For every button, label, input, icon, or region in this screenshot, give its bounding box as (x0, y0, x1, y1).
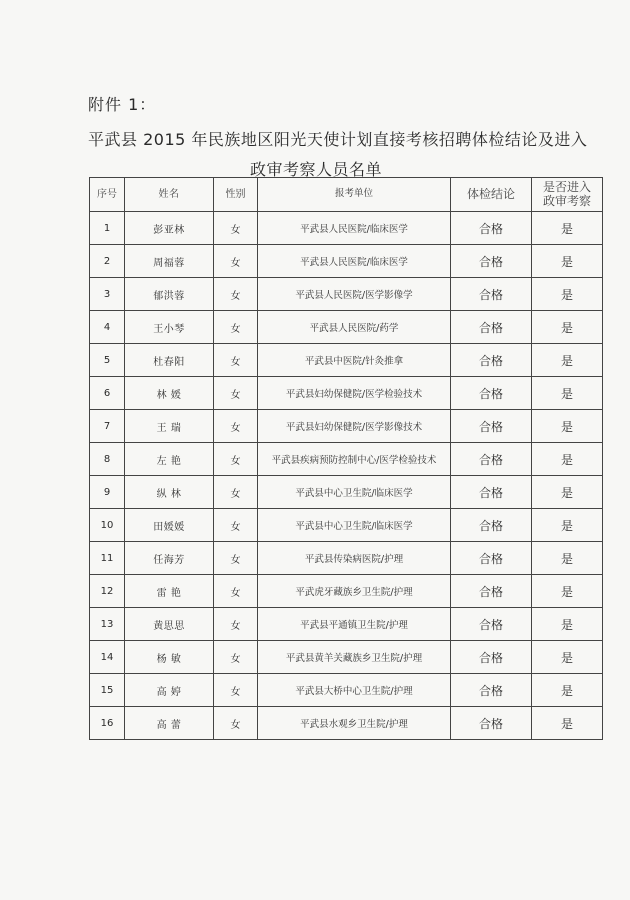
header-advance (532, 178, 603, 212)
cell-unit: 平武县水观乡卫生院/护理 (258, 707, 451, 740)
document-title-line1: 平武县 2015 年民族地区阳光天使计划直接考核招聘体检结论及进入 (88, 130, 588, 149)
cell-advance: 是 (532, 245, 603, 278)
cell-unit: 平武县中心卫生院/临床医学 (258, 476, 451, 509)
cell-no: 9 (90, 476, 125, 509)
document-title-line2: 政审考察人员名单 (250, 160, 383, 179)
cell-no: 8 (90, 443, 125, 476)
cell-result: 合格 (451, 377, 532, 410)
cell-no: 16 (90, 707, 125, 740)
cell-no: 7 (90, 410, 125, 443)
cell-no: 13 (90, 608, 125, 641)
cell-no: 1 (90, 212, 125, 245)
cell-unit: 平武县平通镇卫生院/护理 (258, 608, 451, 641)
table-row (90, 278, 603, 311)
cell-unit: 平武虎牙藏族乡卫生院/护理 (258, 575, 451, 608)
cell-name: 高 蕾 (125, 707, 214, 740)
cell-no: 10 (90, 509, 125, 542)
table-row (90, 641, 603, 674)
cell-sex: 女 (214, 674, 258, 707)
cell-sex: 女 (214, 245, 258, 278)
cell-sex: 女 (214, 476, 258, 509)
cell-result: 合格 (451, 542, 532, 575)
cell-name: 雷 艳 (125, 575, 214, 608)
results-table (89, 177, 603, 740)
cell-sex: 女 (214, 575, 258, 608)
header-unit: 报考单位 (258, 178, 451, 212)
cell-unit: 平武县人民医院/药学 (258, 311, 451, 344)
cell-no: 2 (90, 245, 125, 278)
cell-advance: 是 (532, 278, 603, 311)
cell-advance: 是 (532, 410, 603, 443)
cell-name: 任海芳 (125, 542, 214, 575)
cell-advance: 是 (532, 311, 603, 344)
cell-name: 左 艳 (125, 443, 214, 476)
cell-result: 合格 (451, 608, 532, 641)
cell-sex: 女 (214, 707, 258, 740)
cell-result: 合格 (451, 212, 532, 245)
cell-result: 合格 (451, 674, 532, 707)
cell-advance: 是 (532, 476, 603, 509)
cell-advance: 是 (532, 707, 603, 740)
cell-advance: 是 (532, 344, 603, 377)
cell-result: 合格 (451, 278, 532, 311)
cell-name: 田媛媛 (125, 509, 214, 542)
cell-unit: 平武县人民医院/临床医学 (258, 245, 451, 278)
cell-name: 彭亚林 (125, 212, 214, 245)
cell-unit: 平武县妇幼保健院/医学影像技术 (258, 410, 451, 443)
cell-sex: 女 (214, 608, 258, 641)
cell-no: 6 (90, 377, 125, 410)
table-header-row (90, 178, 603, 212)
table-row (90, 509, 603, 542)
cell-advance: 是 (532, 608, 603, 641)
table-row (90, 245, 603, 278)
cell-unit: 平武县人民医院/临床医学 (258, 212, 451, 245)
cell-sex: 女 (214, 377, 258, 410)
cell-unit: 平武县大桥中心卫生院/护理 (258, 674, 451, 707)
header-sex: 性别 (214, 178, 258, 212)
cell-name: 王小琴 (125, 311, 214, 344)
header-no: 序号 (90, 178, 125, 212)
cell-result: 合格 (451, 641, 532, 674)
header-name: 姓名 (125, 178, 214, 212)
cell-unit: 平武县妇幼保健院/医学检验技术 (258, 377, 451, 410)
cell-result: 合格 (451, 443, 532, 476)
table-row (90, 443, 603, 476)
cell-result: 合格 (451, 245, 532, 278)
table-row (90, 608, 603, 641)
table-row (90, 575, 603, 608)
cell-unit: 平武县疾病预防控制中心/医学检验技术 (258, 443, 451, 476)
header-advance-label: 是否进入 政审考察 (542, 179, 591, 208)
table-row (90, 542, 603, 575)
table-row (90, 212, 603, 245)
cell-name: 王 瑞 (125, 410, 214, 443)
cell-sex: 女 (214, 278, 258, 311)
cell-unit: 平武县中医院/针灸推拿 (258, 344, 451, 377)
cell-sex: 女 (214, 311, 258, 344)
cell-unit: 平武县黄羊关藏族乡卫生院/护理 (258, 641, 451, 674)
cell-result: 合格 (451, 344, 532, 377)
cell-advance: 是 (532, 443, 603, 476)
cell-no: 5 (90, 344, 125, 377)
cell-advance: 是 (532, 509, 603, 542)
table-row (90, 377, 603, 410)
table-row (90, 674, 603, 707)
cell-sex: 女 (214, 542, 258, 575)
cell-unit: 平武县传染病医院/护理 (258, 542, 451, 575)
table-row (90, 311, 603, 344)
cell-no: 15 (90, 674, 125, 707)
cell-advance: 是 (532, 542, 603, 575)
table-row (90, 344, 603, 377)
cell-sex: 女 (214, 443, 258, 476)
cell-name: 黄思思 (125, 608, 214, 641)
header-result: 体检结论 (451, 178, 532, 212)
cell-sex: 女 (214, 212, 258, 245)
cell-unit: 平武县中心卫生院/临床医学 (258, 509, 451, 542)
cell-result: 合格 (451, 311, 532, 344)
cell-name: 周福蓉 (125, 245, 214, 278)
cell-sex: 女 (214, 410, 258, 443)
cell-no: 11 (90, 542, 125, 575)
table-body (90, 212, 603, 740)
cell-name: 杜春阳 (125, 344, 214, 377)
cell-sex: 女 (214, 641, 258, 674)
cell-advance: 是 (532, 641, 603, 674)
cell-name: 高 婷 (125, 674, 214, 707)
cell-sex: 女 (214, 509, 258, 542)
cell-name: 纵 林 (125, 476, 214, 509)
cell-name: 林 媛 (125, 377, 214, 410)
cell-advance: 是 (532, 674, 603, 707)
cell-result: 合格 (451, 575, 532, 608)
cell-advance: 是 (532, 575, 603, 608)
cell-unit: 平武县人民医院/医学影像学 (258, 278, 451, 311)
cell-sex: 女 (214, 344, 258, 377)
cell-no: 12 (90, 575, 125, 608)
cell-name: 杨 敏 (125, 641, 214, 674)
cell-no: 14 (90, 641, 125, 674)
table-row (90, 707, 603, 740)
table-row (90, 476, 603, 509)
cell-no: 4 (90, 311, 125, 344)
cell-result: 合格 (451, 707, 532, 740)
cell-name: 郁洪蓉 (125, 278, 214, 311)
cell-advance: 是 (532, 212, 603, 245)
cell-result: 合格 (451, 410, 532, 443)
cell-no: 3 (90, 278, 125, 311)
table-row (90, 410, 603, 443)
cell-result: 合格 (451, 509, 532, 542)
cell-advance: 是 (532, 377, 603, 410)
cell-result: 合格 (451, 476, 532, 509)
attachment-label: 附件 1： (88, 95, 157, 114)
